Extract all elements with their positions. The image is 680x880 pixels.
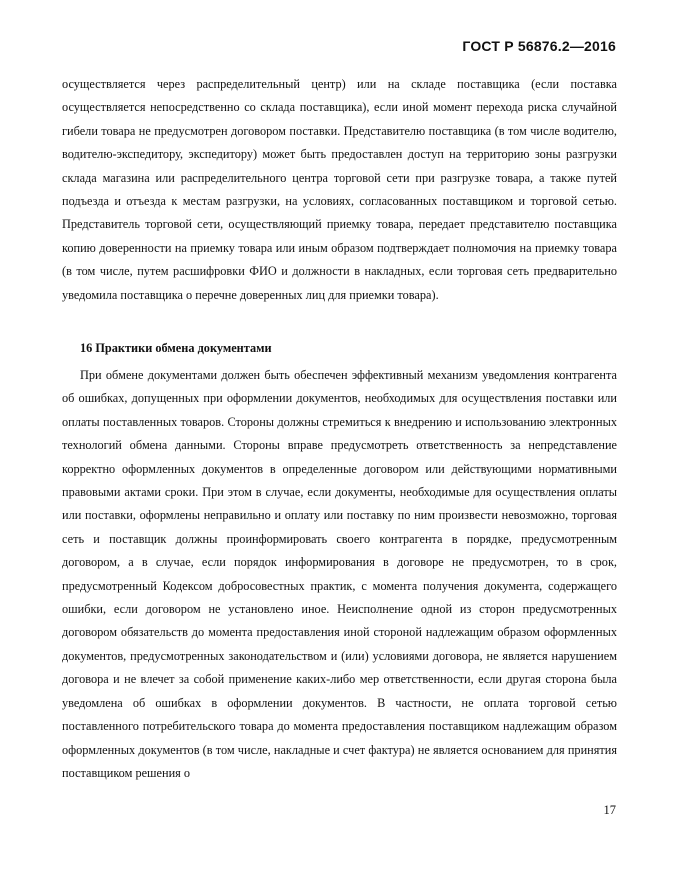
page-number: 17 [603,803,616,817]
body-paragraph: При обмене документами должен быть обеспечен эффективный механизм уведомления контрагента об ошибках, допущенных при оформлении документов, необходимых для осуществления поставки или оплаты поставленных товаров. Стороны должны стремиться к внедрению и использованию электронных технологий обмена данными. Стороны вправе предусмотреть ответственность за непредставление корректно оформленных документов в определенные договором или действующими нормативными правовыми актами сроки. При этом в случае, если документы, необходимые для осуществления оплаты или поставки, оформлены неправильно и оплату или поставку по ним произвести невозможно, торговая сеть и поставщик должны проинформировать своего контрагента в порядке, предусмотренным договором, а в случае, если порядок информирования в договоре не предусмотрен, то в срок, предусмотренный Кодексом добросовестных практик, с момента получения документа, содержащего ошибки, если договором не установлено иное. Неисполнение одной из сторон предусмотренных договором обязательств до момента предоставления иной стороной надлежащим образом оформленных документов, предусмотренных законодательством и (или) условиями договора, не является нарушением договора и не влечет за собой применение каких-либо мер ответственности, если другая сторона была уведомлена об ошибках в оформлении документов. В частности, не оплата торговой сетью поставленного потребительского товара до момента предоставления поставщиком надлежащим образом оформленных документов (в том числе, накладные и счет фактура) не является основанием для принятия поставщиком решения о [62,368,617,780]
body-paragraph-continued: осуществляется через распределительный центр) или на складе поставщика (если поставка осуществляется непосредственно со склада поставщика), если иной момент перехода риска случайной гибели товара не предусмотрен договором поставки. Представителю поставщика (в том числе водителю, водителю-экспедитору, экспедитору) может быть предоставлен доступ на территорию зоны разгрузки склада магазина или распределительного центра торговой сети при разгрузке товара, а также путей подъезда и отъезда к местам разгрузки, на условиях, согласованных поставщиком и торговой сетью. Представитель торговой сети, осуществляющий приемку товара, передает представителю поставщика копию доверенности на приемку товара или иным образом подтверждает полномочия на приемку товара (в том числе, путем расшифровки ФИО и должности в накладных, если торговая сеть предварительно уведомила поставщика о перечне доверенных лиц для приемки товара). [62,77,617,302]
section-heading: 16 Практики обмена документами [80,341,272,355]
standard-code-header: ГОСТ Р 56876.2—2016 [462,38,616,54]
